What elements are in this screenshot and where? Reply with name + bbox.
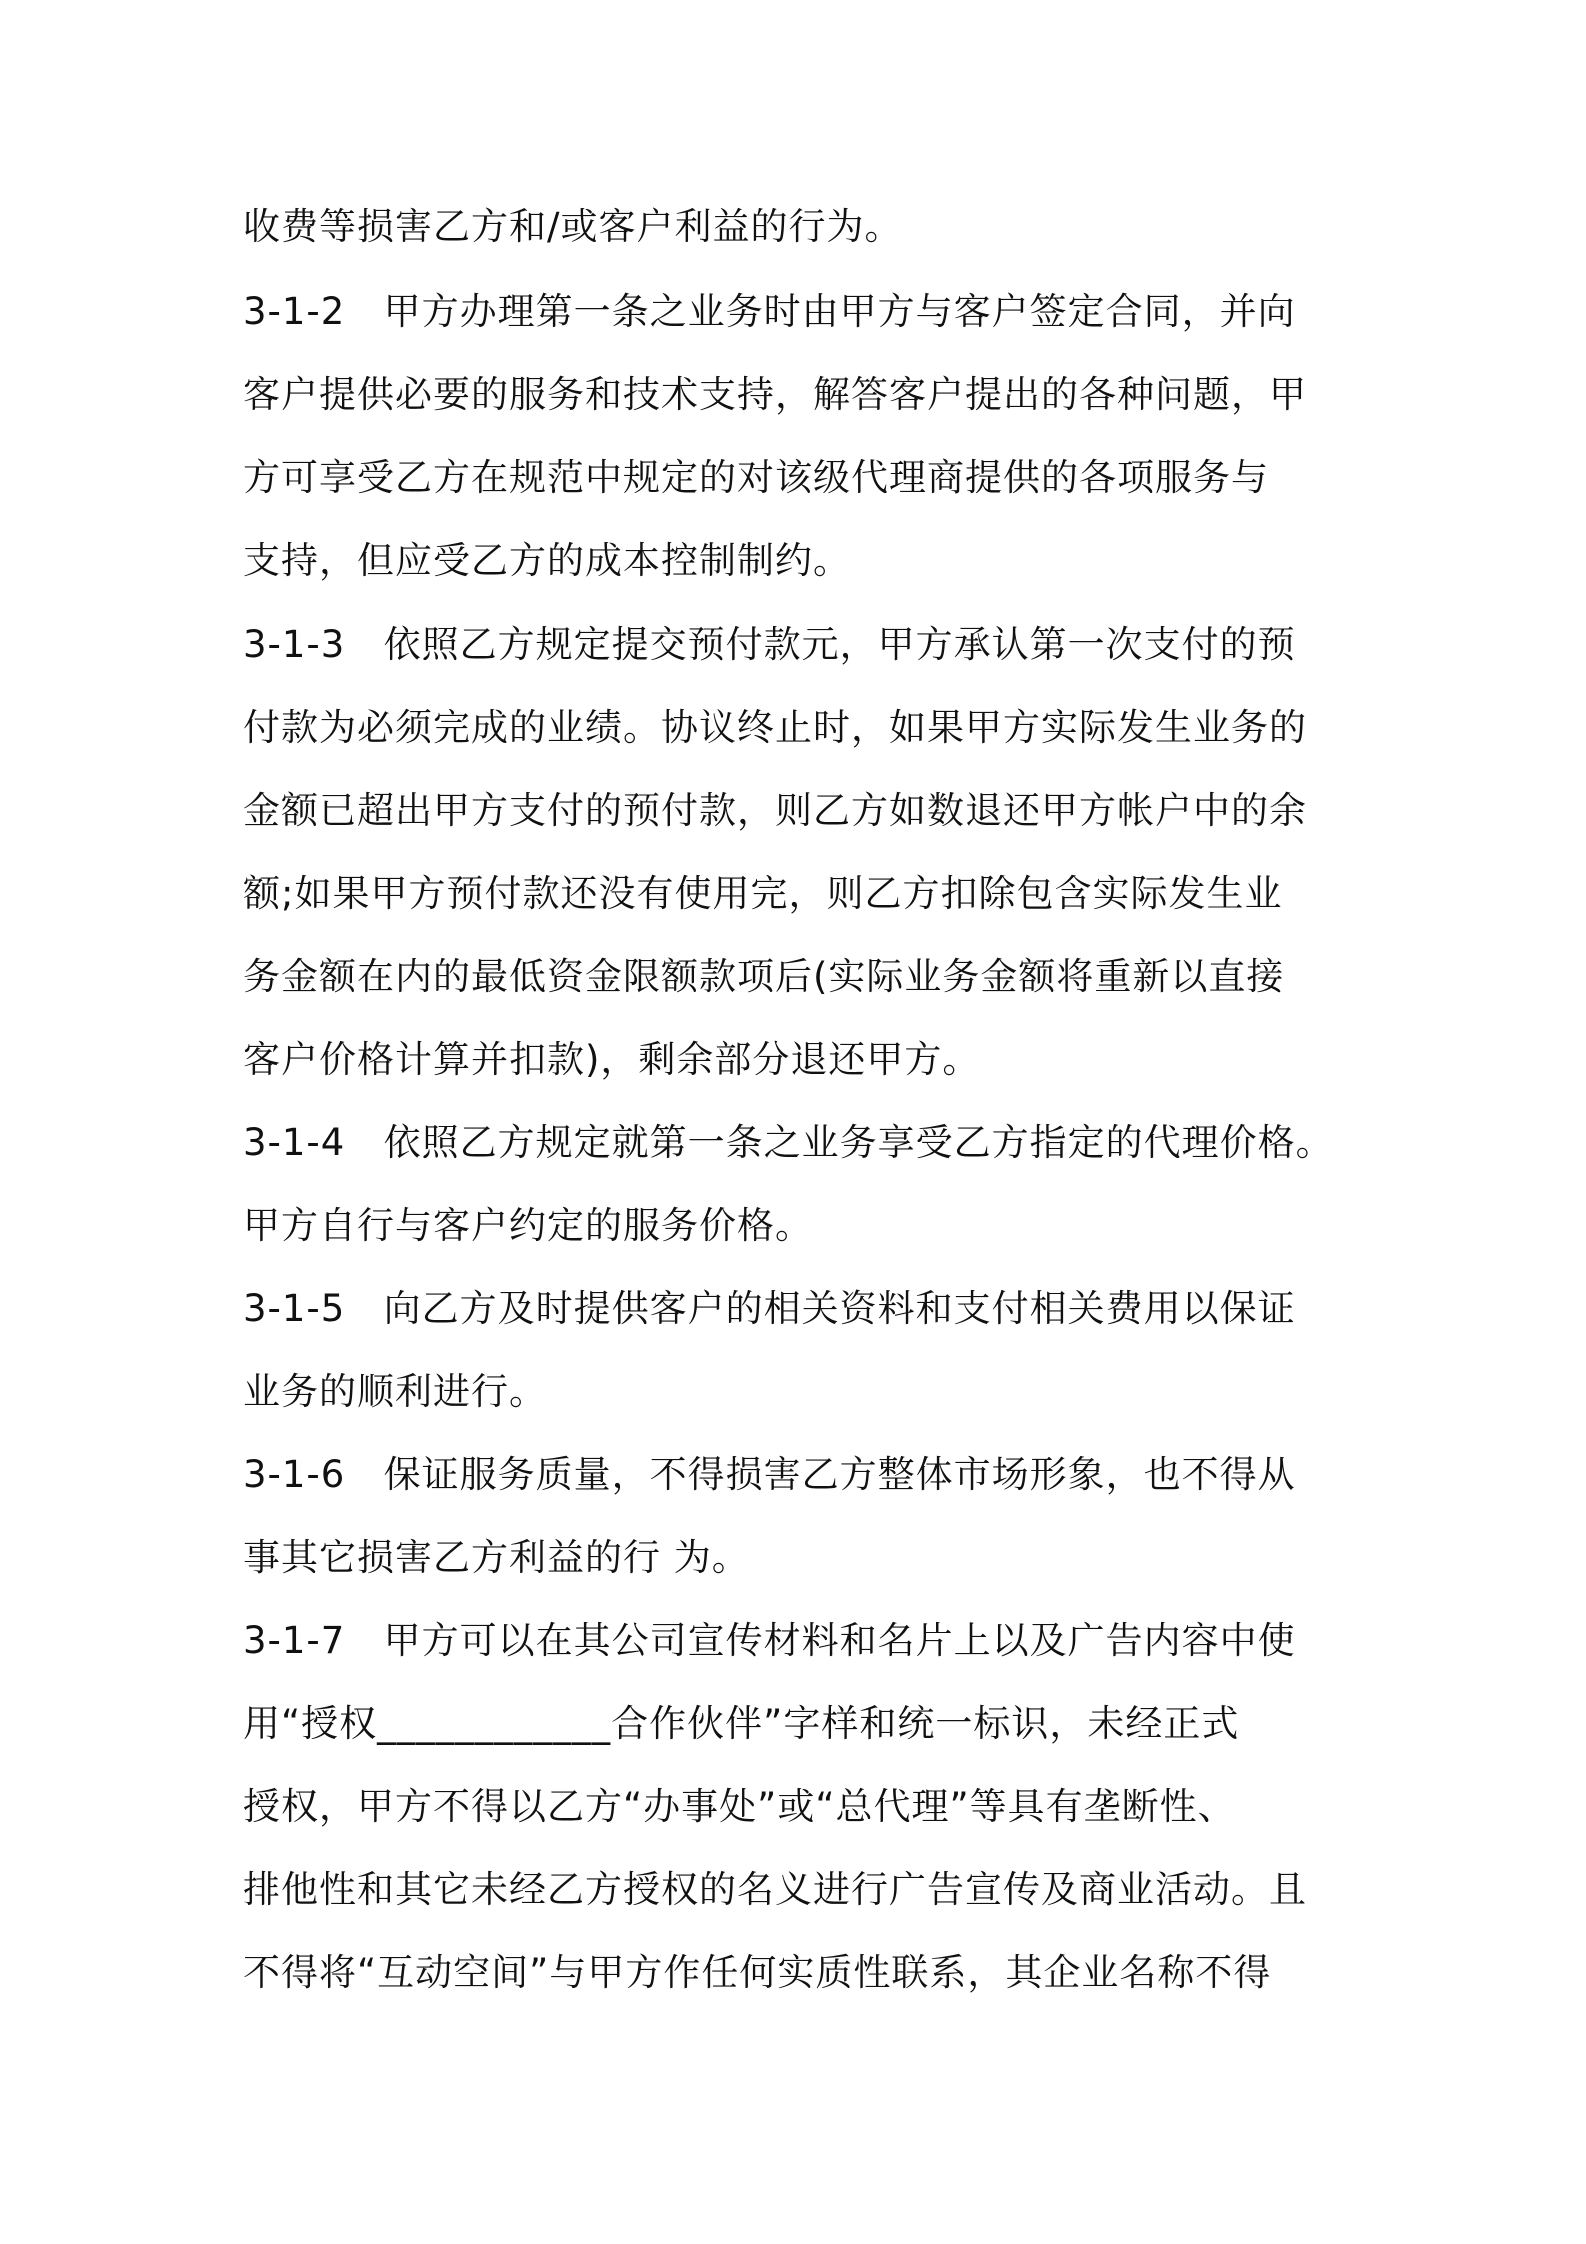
text-line: 3-1-2 甲方办理第一条之业务时由甲方与客户签定合同，并向 [243,290,1296,333]
text-line: 3-1-5 向乙方及时提供客户的相关资料和支付相关费用以保证 [243,1287,1296,1330]
text-line: 不得将“互动空间”与甲方作任何实质性联系，其企业名称不得 [243,1951,1272,1994]
text-line: 收费等损害乙方和/或客户利益的行为。 [243,205,903,248]
text-line: 客户提供必要的服务和技术支持，解答客户提出的各种问题，甲 [243,373,1307,416]
text-line: 事其它损害乙方利益的行 为。 [243,1536,750,1579]
text-line: 3-1-6 保证服务质量，不得损害乙方整体市场形象，也不得从 [243,1453,1296,1496]
text-line: 额;如果甲方预付款还没有使用完，则乙方扣除包含实际发生业 [243,872,1283,915]
text-line: 甲方自行与客户约定的服务价格。 [243,1204,813,1247]
text-line: 金额已超出甲方支付的预付款，则乙方如数退还甲方帐户中的余 [243,789,1307,832]
text-line: 3-1-3 依照乙方规定提交预付款元，甲方承认第一次支付的预 [243,623,1296,666]
text-line: 业务的顺利进行。 [243,1370,547,1413]
text-line: 付款为必须完成的业绩。协议终止时，如果甲方实际发生业务的 [243,706,1307,749]
text-line: 务金额在内的最低资金限额款项后(实际业务金额将重新以直接 [243,955,1285,998]
text-line: 客户价格计算并扣款)，剩余部分退还甲方。 [243,1038,981,1081]
text-line: 支持，但应受乙方的成本控制制约。 [243,539,851,582]
text-line: 3-1-4 依照乙方规定就第一条之业务享受乙方指定的代理价格。 [243,1121,1334,1164]
text-line: 用“授权____________合作伙伴”字样和统一标识，未经正式 [243,1702,1240,1745]
text-line: 方可享受乙方在规范中规定的对该级代理商提供的各项服务与 [243,456,1269,499]
text-line: 3-1-7 甲方可以在其公司宣传材料和名片上以及广告内容中使 [243,1619,1296,1662]
text-line: 授权，甲方不得以乙方“办事处”或“总代理”等具有垄断性、 [243,1785,1236,1828]
text-line: 排他性和其它未经乙方授权的名义进行广告宣传及商业活动。且 [243,1868,1307,1911]
